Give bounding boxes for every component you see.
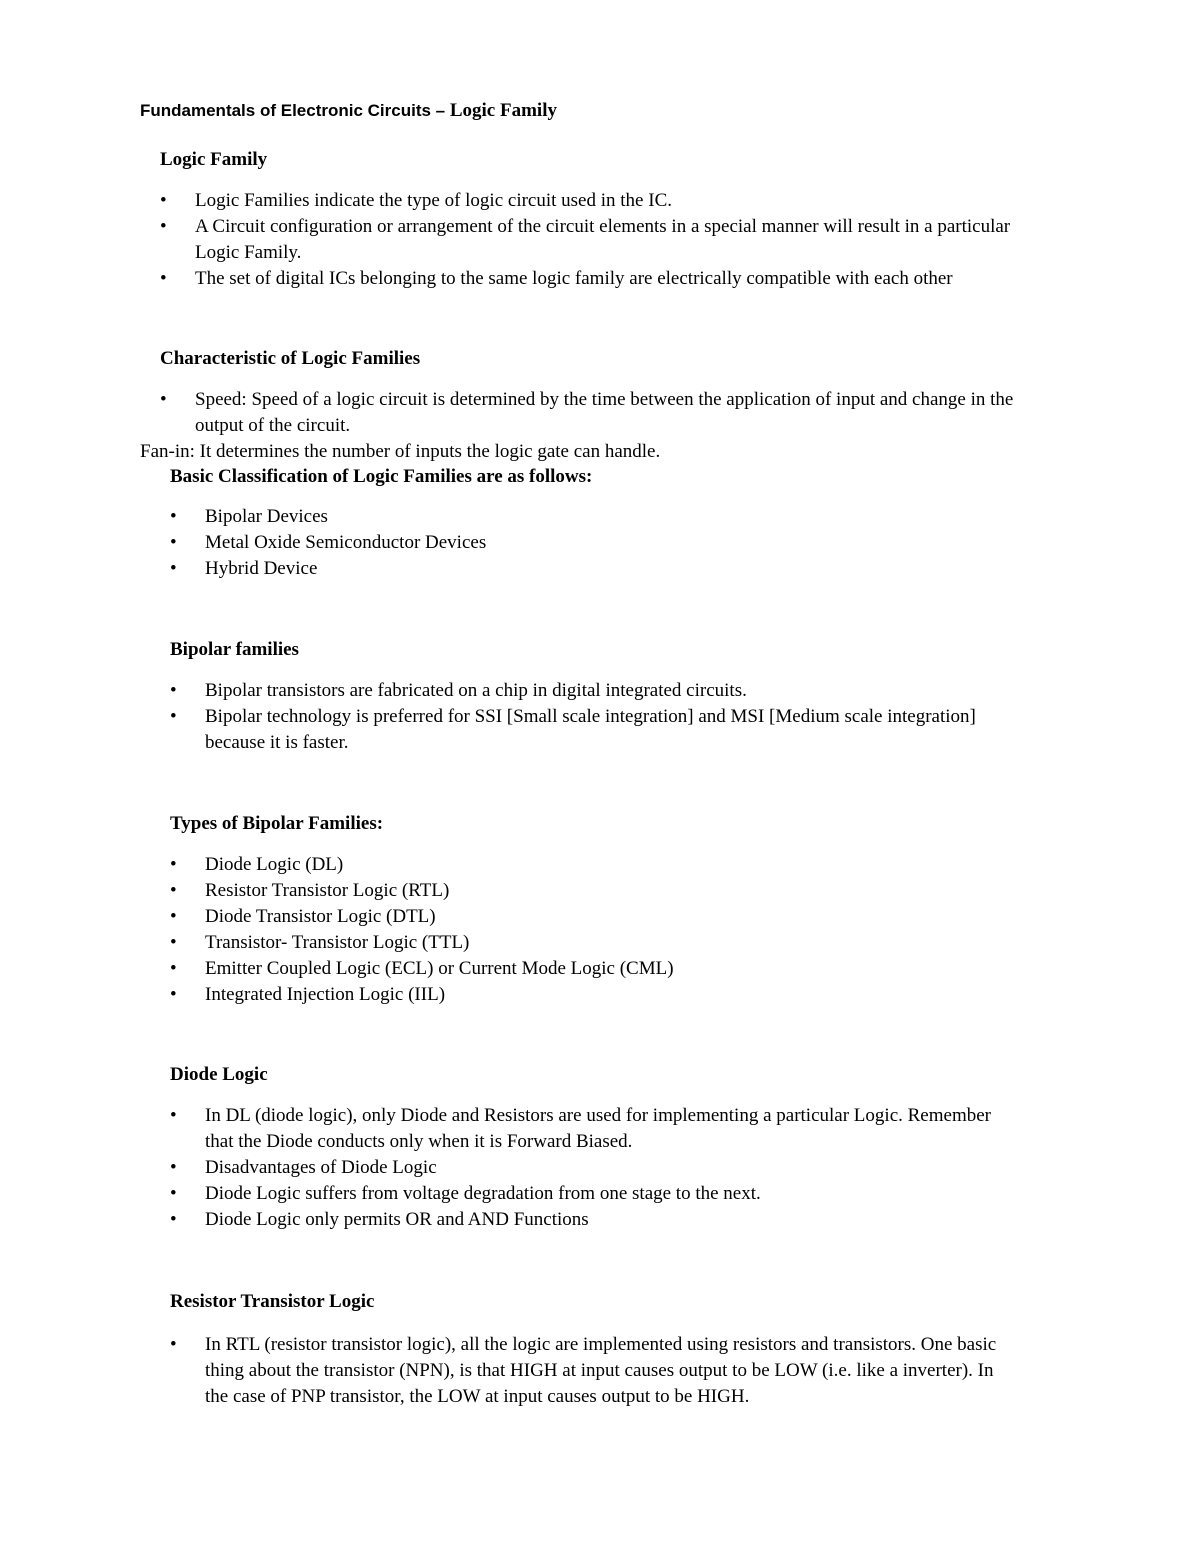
diode-logic-list bbox=[205, 1103, 991, 1233]
fan-in-text: Fan-in: It determines the number of inputs the logic gate can handle. bbox=[140, 441, 661, 462]
list-item: • Bipolar technology is preferred for SSI [Small scale integration] and MSI [Medium scale integration] because it is faster. bbox=[205, 704, 976, 756]
list-item: • Diode Logic suffers from voltage degradation from one stage to the next. bbox=[205, 1181, 991, 1207]
types-bipolar-list bbox=[205, 852, 674, 1008]
list-item: • Metal Oxide Semiconductor Devices bbox=[205, 530, 486, 556]
list-item: • A Circuit configuration or arrangement of the circuit elements in a special manner will result in a particular Logic Family. bbox=[195, 214, 1010, 266]
document-title bbox=[140, 98, 557, 124]
list-item: • Disadvantages of Diode Logic bbox=[205, 1155, 991, 1181]
document-title-tail: Logic Family bbox=[449, 100, 557, 121]
classification-list bbox=[205, 504, 486, 582]
document-title-main: Fundamentals of Electronic Circuits – bbox=[140, 101, 450, 120]
list-item: • Integrated Injection Logic (IIL) bbox=[205, 982, 674, 1008]
list-item: • Resistor Transistor Logic (RTL) bbox=[205, 878, 674, 904]
heading-types-bipolar: Types of Bipolar Families: bbox=[170, 813, 384, 834]
heading-characteristics: Characteristic of Logic Families bbox=[160, 348, 421, 369]
rtl-list bbox=[205, 1332, 996, 1410]
bipolar-families-list bbox=[205, 678, 976, 756]
list-item: • Bipolar Devices bbox=[205, 504, 486, 530]
heading-bipolar-families: Bipolar families bbox=[170, 639, 299, 660]
heading-classification: Basic Classification of Logic Families are as follows: bbox=[170, 466, 593, 487]
list-item: • Transistor- Transistor Logic (TTL) bbox=[205, 930, 674, 956]
list-item: • Hybrid Device bbox=[205, 556, 486, 582]
heading-diode-logic: Diode Logic bbox=[170, 1064, 268, 1085]
list-item: • Diode Logic only permits OR and AND Functions bbox=[205, 1207, 991, 1233]
list-item: • Diode Logic (DL) bbox=[205, 852, 674, 878]
list-item: • The set of digital ICs belonging to the same logic family are electrically compatible with each other bbox=[195, 266, 1010, 292]
list-item: • Emitter Coupled Logic (ECL) or Current Mode Logic (CML) bbox=[205, 956, 674, 982]
logic-family-list bbox=[195, 188, 1010, 292]
list-item: • Bipolar transistors are fabricated on a chip in digital integrated circuits. bbox=[205, 678, 976, 704]
heading-logic-family: Logic Family bbox=[160, 149, 268, 170]
characteristics-list bbox=[195, 387, 1013, 439]
list-item: • Logic Families indicate the type of logic circuit used in the IC. bbox=[195, 188, 1010, 214]
list-item: • In RTL (resistor transistor logic), all the logic are implemented using resistors and transistors. One basic thing about the transistor (NPN), is that HIGH at input causes output to be LOW (i.e. like a inverter). In the case of PNP transistor, the LOW at input causes output to be HIGH. bbox=[205, 1332, 996, 1410]
list-item: • In DL (diode logic), only Diode and Resistors are used for implementing a particular Logic. Remember that the Diode conducts only when it is Forward Biased. bbox=[205, 1103, 991, 1155]
list-item: • Diode Transistor Logic (DTL) bbox=[205, 904, 674, 930]
list-item: • Speed: Speed of a logic circuit is determined by the time between the application of input and change in the output of the circuit. bbox=[195, 387, 1013, 439]
heading-rtl: Resistor Transistor Logic bbox=[170, 1291, 375, 1312]
